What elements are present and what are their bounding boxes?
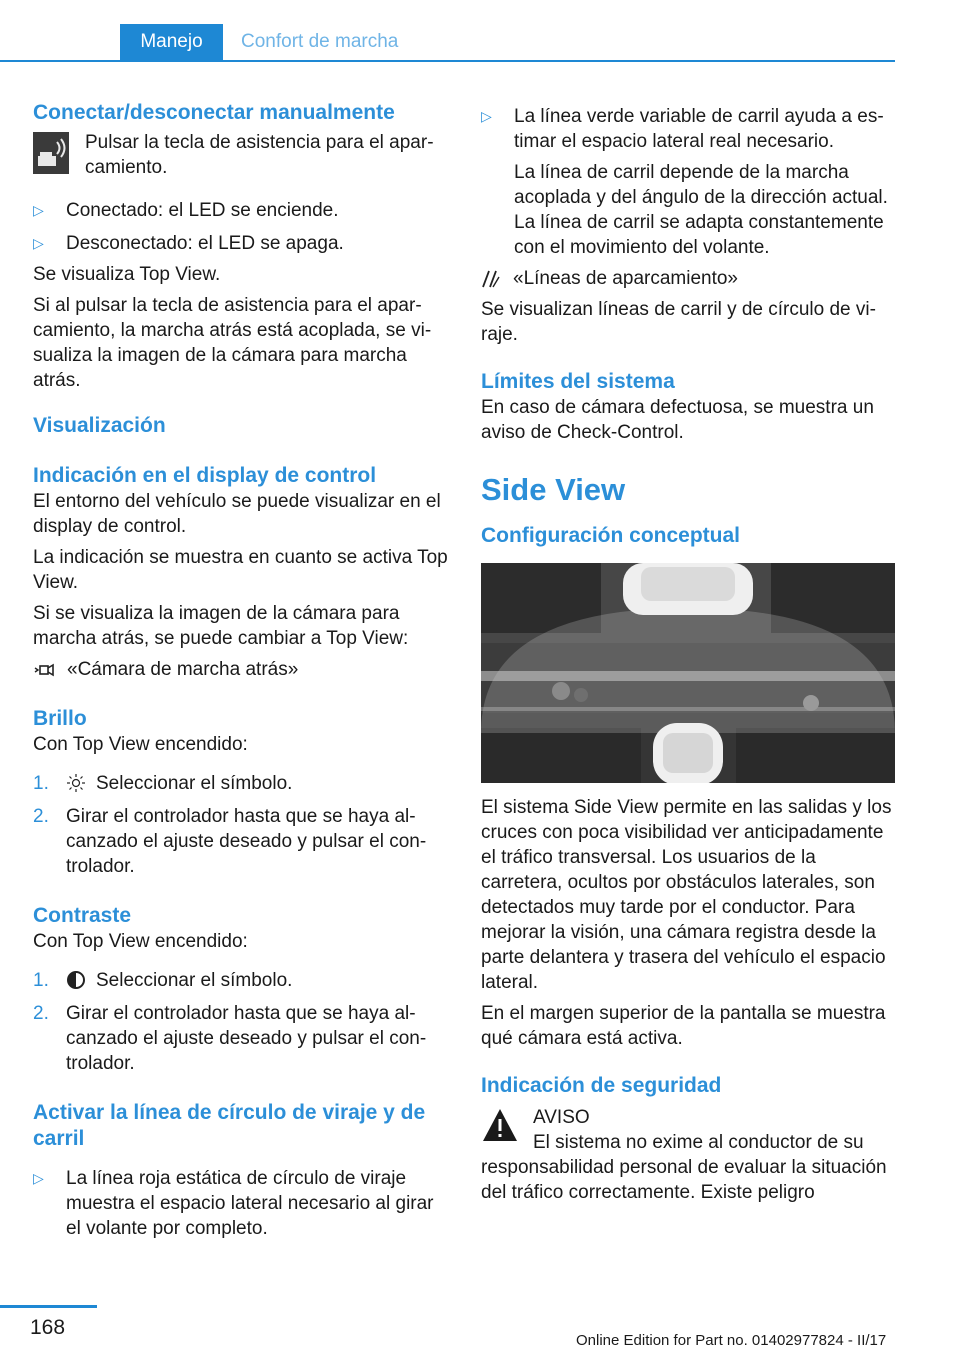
heading-limites: Límites del sistema [481,370,675,393]
list-item [33,1001,451,1076]
paragraph-si-se-visualiza: Si se visualiza la imagen de la cámara para marcha atrás, se puede cambiar a Top View: [33,603,409,649]
paragraph-limites: En caso de cámara defectuosa, se muestra un aviso de Check-Control. [481,397,874,443]
list-item [33,804,451,879]
heading-seguridad: Indicación de seguridad [481,1074,722,1097]
edition-note: Online Edition for Part no. 01402977824 - II/17 [576,1332,887,1349]
paragraph-pulsar: Pulsar la tecla de asistencia para el aparcamiento. [85,132,434,178]
heading-visualizacion: Visualización [33,414,166,437]
triangle-bullet-icon: ▷ [33,235,44,251]
triangle-bullet-icon: ▷ [481,108,492,124]
warning-block [481,1105,899,1205]
triangle-bullet-icon: ▷ [33,202,44,218]
left-column [33,100,451,1241]
list-item [33,198,451,223]
header-spacer [0,24,120,60]
heading-contraste: Contraste [33,904,132,927]
paragraph-visualiza: Se visualiza Top View. [33,264,221,285]
rear-camera-icon [33,659,55,681]
step-text: Girar el controlador hasta que se haya alcanzado el ajuste deseado y pulsar el controlador. [66,806,427,877]
paragraph-se-visualizan: Se visualizan líneas de carril y de círculo de viraje. [481,299,876,345]
bullet-conectado: Conectado: el LED se enciende. [66,200,339,221]
heading-brillo: Brillo [33,707,87,730]
paragraph-contraste-on: Con Top View encendido: [33,931,248,952]
paragraph-side-view: El sistema Side View permite en las salidas y los cruces con poca visibilidad ver anticipadamente el tráfico transversal. Los usuarios de la carretera, ocultos por obstáculos laterales, son detectados muy tarde por el conductor. Para mejorar la visión, una cámara registra desde la parte delantera y trasera del vehículo el espacio lateral. [481,797,892,993]
step-number: 2. [33,806,49,827]
step-number: 1. [33,773,49,794]
parking-assist-key-icon [33,132,69,174]
parking-lines-line [481,266,899,291]
paragraph-indicacion: La indicación se muestra en cuanto se activa Top View. [33,547,448,593]
paragraph-brillo-on: Con Top View encendido: [33,734,248,755]
assist-key-line [33,130,451,180]
paragraph-entorno: El entorno del vehículo se puede visualizar en el display de control. [33,491,441,537]
bullet-linea-verde: La línea verde variable de carril ayuda a estimar el espacio lateral real necesario. [514,106,884,152]
list-item [481,104,899,154]
heading-side-view: Side View [481,472,626,507]
chapter-header [0,24,895,62]
bullet-linea-roja: La línea roja estática de círculo de viraje muestra el espacio lateral necesario al girar el volante por completo. [66,1168,434,1239]
step-text: Girar el controlador hasta que se haya alcanzado el ajuste deseado y pulsar el controlador. [66,1003,427,1074]
camera-label: «Cámara de marcha atrás» [67,659,299,680]
header-rule [0,60,895,62]
list-item [33,771,451,796]
step-number: 2. [33,1003,49,1024]
step-number: 1. [33,970,49,991]
right-column [481,104,899,1205]
list-item [33,1166,451,1241]
side-view-illustration [481,563,895,783]
heading-indicacion: Indicación en el display de control [33,464,377,487]
heading-conectar: Conectar/desconectar manualmente [33,101,395,124]
aviso-label: AVISO [533,1107,590,1128]
page-number: 168 [30,1316,66,1339]
parking-lines-icon [481,267,501,289]
warning-triangle-icon [481,1107,519,1143]
brightness-icon [66,773,86,793]
contrast-icon [66,970,86,990]
list-item [33,968,451,993]
step-text: Seleccionar el símbolo. [96,970,293,991]
step-text: Seleccionar el símbolo. [96,773,293,794]
camera-menu-line [33,657,451,682]
footer-rule [0,1305,97,1308]
paragraph-linea-carril: La línea de carril depende de la marcha acoplada y del ángulo de la dirección actual. La línea de carril se adapta constantemente con el movimiento del volante. [514,162,888,258]
triangle-bullet-icon: ▷ [33,1170,44,1186]
tab-manejo[interactable]: Manejo [120,24,223,60]
paragraph-si-al-pulsar: Si al pulsar la tecla de asistencia para el aparcamiento, la marcha atrás está acoplada, se visualiza la imagen de la cámara para marcha atrás. [33,295,432,391]
list-item [33,231,451,256]
parking-lines-label: «Líneas de aparcamiento» [513,268,738,289]
tab-confort-de-marcha[interactable]: Confort de marcha [241,31,399,52]
paragraph-aviso: El sistema no exime al conductor de su responsabilidad personal de evaluar la situación del tráfico correctamente. Existe peligro [481,1132,887,1203]
paragraph-margen: En el margen superior de la pantalla se muestra qué cámara está activa. [481,1003,886,1049]
bullet-desconectado: Desconectado: el LED se apaga. [66,233,344,254]
heading-config: Configuración conceptual [481,524,741,547]
heading-activar: Activar la línea de círculo de viraje y de carril [33,1101,426,1150]
